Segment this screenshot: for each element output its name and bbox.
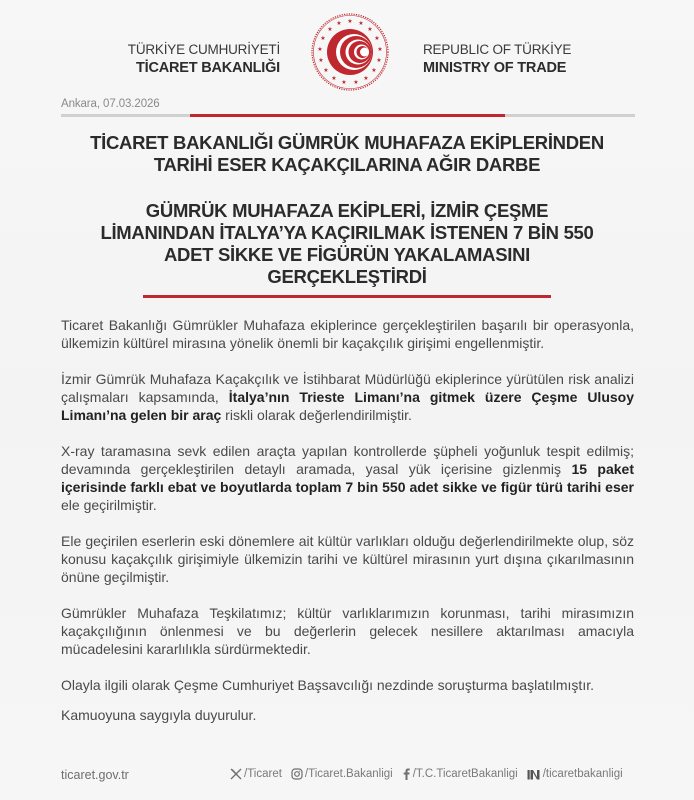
svg-text:★: ★ — [317, 47, 323, 53]
svg-text:★: ★ — [374, 36, 380, 42]
title-divider — [143, 295, 551, 298]
ministry-name-tr: TİCARET BAKANLIĞI — [135, 60, 280, 76]
svg-text:★: ★ — [371, 68, 377, 74]
instagram-icon — [291, 768, 303, 780]
title-line-1: TİCARET BAKANLIĞI GÜMRÜK MUHAFAZA EKİPLERİNDEN — [90, 132, 604, 153]
ministry-emblem-icon — [310, 12, 390, 92]
ministry-name-en: MINISTRY OF TRADE — [423, 60, 567, 76]
svg-text:★: ★ — [364, 50, 370, 57]
paragraph-1: Ticaret Bakanlığı Gümrükler Muhafaza ekiplerince gerçekleştirilen başarılı bir operasyonla, ülkemizin kültürel mirasına yönelik önemli bir kaçakçılık girişimi engellenmiştir. — [61, 317, 634, 351]
social-instagram-handle: /Ticaret.Bakanligi — [304, 768, 393, 780]
header-divider — [61, 114, 635, 117]
paragraph-6: Olayla ilgili olarak Çeşme Cumhuriyet Başsavcılığı nezdinde soruşturma başlatılmıştır. — [61, 677, 594, 693]
letterhead — [0, 0, 694, 100]
letterhead-turkish — [96, 40, 280, 78]
nsosyal-icon — [527, 769, 541, 780]
closing-line: Kamuoyuna saygıyla duyurulur. — [61, 707, 257, 723]
svg-text:★: ★ — [318, 58, 324, 64]
svg-text:★: ★ — [323, 68, 329, 74]
svg-text:★: ★ — [331, 76, 337, 82]
highlight-vehicle: İtalya’nın Trieste Limanı’na gitmek üzere Çeşme Ulusoy Limanı’na gelen bir araç — [61, 389, 634, 423]
svg-text:★: ★ — [363, 76, 369, 82]
social-instagram[interactable] — [291, 768, 393, 780]
header-divider-accent — [190, 114, 505, 117]
svg-text:★: ★ — [320, 36, 326, 42]
svg-text:★: ★ — [367, 27, 373, 33]
social-nsosyal[interactable] — [527, 768, 623, 780]
country-name-en: REPUBLIC OF TÜRKİYE — [423, 42, 572, 57]
paragraph-2: İzmir Gümrük Muhafaza Kaçakçılık ve İstihbarat Müdürlüğü ekiplerince yürütülen risk analizi çalışmaları kapsamında, İtalya’nın Trieste Limanı’na gitmek üzere Çeşme Ulusoy Limanı’na gelen bir araç riskli olarak değerlendirilmiştir. — [61, 371, 634, 423]
svg-text:★: ★ — [336, 21, 342, 27]
svg-text:★: ★ — [327, 27, 333, 33]
press-release-body — [61, 316, 634, 742]
press-release-subtitle: GÜMRÜK MUHAFAZA EKİPLERİ, İZMİR ÇEŞME LİMANINDAN İTALYA’YA KAÇIRILMAK İSTENEN 7 BİN 550 ADET SİKKE VE FİGÜRÜN YAKALAMASINI GERÇEKLEŞTİRDİ — [100, 200, 594, 287]
svg-text:★: ★ — [358, 21, 364, 27]
social-x-handle: /Ticaret — [244, 768, 282, 780]
title-line-2: TARİHİ ESER KAÇAKÇILARINA AĞIR DARBE — [153, 154, 541, 175]
social-nsosyal-handle: /ticaretbakanligi — [542, 768, 623, 780]
x-icon — [230, 768, 242, 780]
social-facebook[interactable] — [402, 768, 518, 780]
country-name-tr: TÜRKİYE CUMHURİYETİ — [127, 42, 280, 57]
highlight-seizure: 15 paket içerisinde farklı ebat ve boyutlarda toplam 7 bin 550 adet sikke ve figür türü tarihi eser — [61, 461, 634, 495]
paragraph-5: Gümrükler Muhafaza Teşkilatımız; kültür varlıklarımızın korunması, tarihi mirasımızın kaçakçılığının önlenmesi ve bu değerlerin gelecek nesillere aktarılması amacıyla mücadelesini kararlılıkla sürdürmektedir. — [61, 605, 634, 657]
svg-text:★: ★ — [341, 80, 347, 86]
place-date: Ankara, 07.03.2026 — [61, 98, 160, 110]
svg-text:★: ★ — [377, 47, 383, 53]
press-release-title — [50, 132, 644, 176]
facebook-icon — [402, 768, 411, 780]
social-facebook-handle: /T.C.TicaretBakanligi — [412, 768, 518, 780]
paragraph-4: Ele geçirilen eserlerin eski dönemlere ait kültür varlıkları olduğu değerlendirilmekte olup, söz konusu kaçakçılık girişimiyle ülkemizin tarihi ve kültürel mirasının yurt dışına çıkarılmasının önüne geçilmiştir. — [61, 533, 634, 585]
svg-text:★: ★ — [353, 80, 359, 86]
website-link[interactable]: ticaret.gov.tr — [61, 768, 129, 782]
svg-text:★: ★ — [347, 19, 353, 25]
social-links — [230, 768, 623, 780]
letterhead-english — [423, 40, 623, 78]
paragraph-3: X-ray taramasına sevk edilen araçta yapılan kontrollerde şüpheli yoğunluk tespit edilmiş; devamında gerçekleştirilen detaylı aramada, yasal yük içerisine gizlenmiş 15 paket içerisinde farklı ebat ve boyutlarda toplam 7 bin 550 adet sikke ve figür türü tarihi eser ele geçirilmiştir. — [61, 443, 634, 513]
social-x[interactable] — [230, 768, 282, 780]
footer — [0, 760, 694, 790]
svg-text:★: ★ — [376, 58, 382, 64]
